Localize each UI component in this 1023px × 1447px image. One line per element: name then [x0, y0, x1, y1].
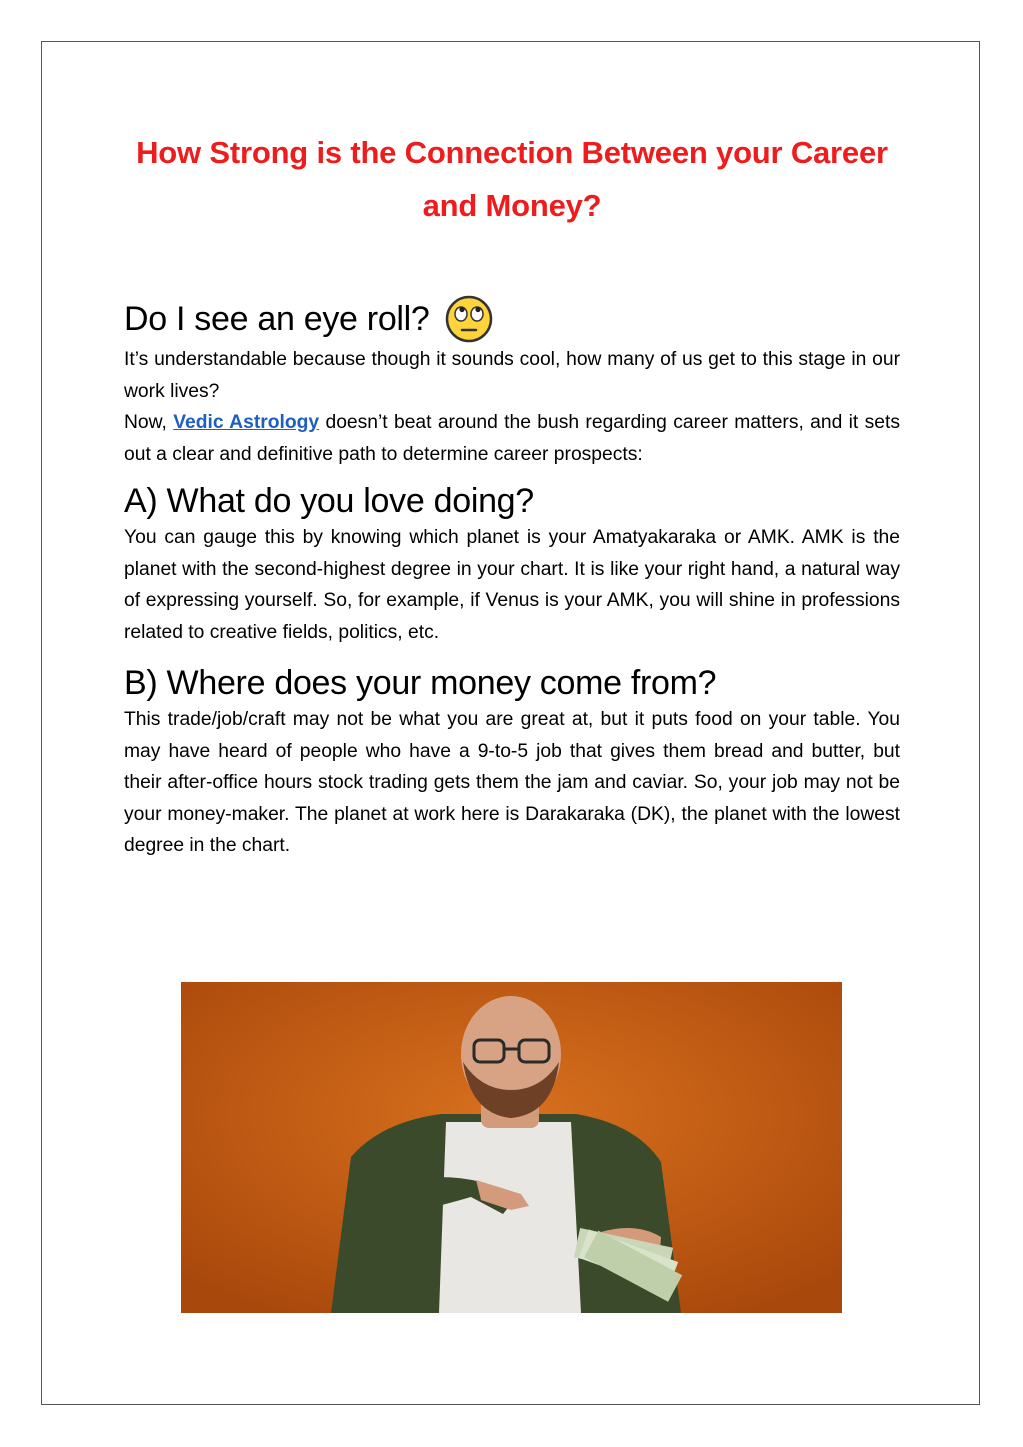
- photo-illustration: [181, 982, 842, 1313]
- document-title: How Strong is the Connection Between your Career and Money?: [136, 135, 888, 223]
- paragraph-text-after: doesn’t beat around the bush regarding career matters, and it sets out a clear and definitive path to determine career prospects:: [124, 412, 900, 465]
- section-heading-text: Do I see an eye roll?: [124, 300, 430, 338]
- face-with-rolling-eyes-icon: [444, 294, 494, 344]
- paragraph-text-before: Now,: [124, 412, 174, 433]
- document-content: [124, 126, 900, 862]
- paragraph-amk: You can gauge this by knowing which planet is your Amatyakaraka or AMK. AMK is the planet with the second-highest degree in your chart. It is like your right hand, a natural way of expressing yourself. So, for example, if Venus is your AMK, you will shine in professions related to creative fields, politics, etc.: [124, 527, 900, 643]
- section-heading-money-source: B) Where does your money come from?: [124, 664, 717, 702]
- paragraph-intro: It’s understandable because though it sounds cool, how many of us get to this stage in our work lives?: [124, 349, 900, 402]
- man-pointing-at-money-photo: [181, 982, 842, 1313]
- paragraph-dk: This trade/job/craft may not be what you are great at, but it puts food on your table. You may have heard of people who have a 9-to-5 job that gives them bread and butter, but their after-office hours stock trading gets them the jam and caviar. So, your job may not be your money-maker. The planet at work here is Darakaraka (DK), the planet with the lowest degree in the chart.: [124, 709, 900, 856]
- section-heading-love-doing: A) What do you love doing?: [124, 482, 534, 520]
- vedic-astrology-link[interactable]: Vedic Astrology: [173, 412, 320, 433]
- section-heading-eye-roll: [124, 294, 900, 344]
- paragraph-vedic: [124, 407, 900, 470]
